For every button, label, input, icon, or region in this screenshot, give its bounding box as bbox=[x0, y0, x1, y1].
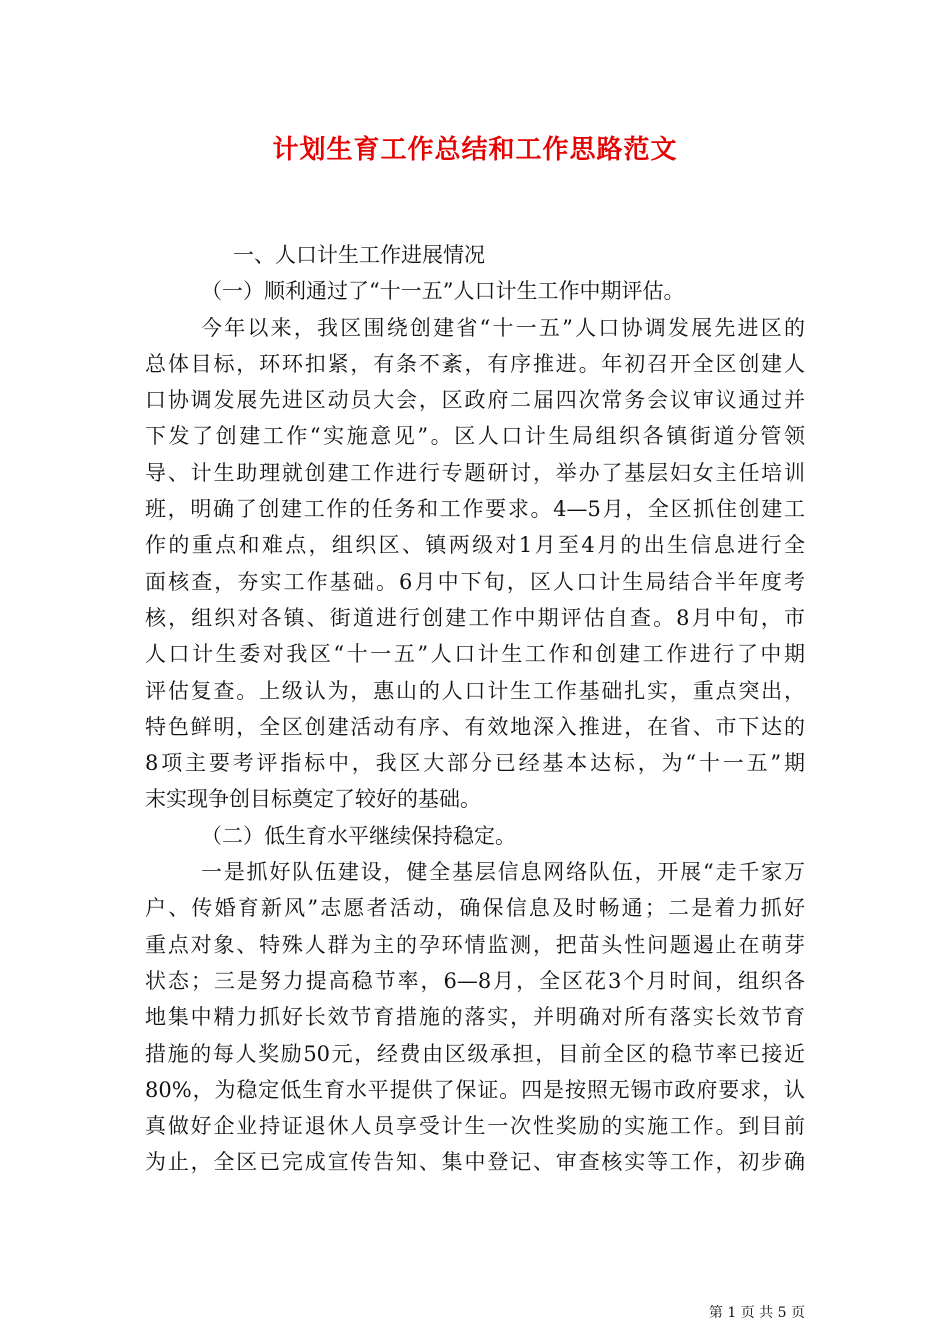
text-line: 核，组织对各镇、街道进行创建工作中期评估自查。8月中旬，市 bbox=[145, 605, 805, 630]
text-line: 措施的每人奖励50元，经费由区级承担，目前全区的稳节率已接近 bbox=[145, 1041, 805, 1066]
section-heading: 一、人口计生工作进展情况 bbox=[233, 243, 485, 267]
text-line: 状态；三是努力提高稳节率，6—8月，全区花3个月时间，组织各 bbox=[145, 968, 805, 993]
text-line: 今年以来，我区围绕创建省“十一五”人口协调发展先进区的 bbox=[201, 315, 805, 340]
text-line: 地集中精力抓好长效节育措施的落实，并明确对所有落实长效节育 bbox=[145, 1005, 805, 1030]
text-line: 面核查，夯实工作基础。6月中下旬，区人口计生局结合半年度考 bbox=[145, 569, 805, 594]
text-line: 真做好企业持证退休人员享受计生一次性奖励的实施工作。到目前 bbox=[145, 1114, 805, 1139]
document-body bbox=[145, 237, 805, 1181]
text-line: 人口计生委对我区“十一五”人口计生工作和创建工作进行了中期 bbox=[145, 642, 805, 667]
page-number: 第 1 页 共 5 页 bbox=[708, 1305, 805, 1321]
text-line: 评估复查。上级认为，惠山的人口计生工作基础扎实，重点突出， bbox=[145, 678, 805, 703]
text-line: 下发了创建工作“实施意见”。区人口计生局组织各镇街道分管领 bbox=[145, 424, 805, 449]
text-line: 户、传婚育新风”志愿者活动，确保信息及时畅通；二是着力抓好 bbox=[145, 896, 805, 921]
subsection-heading: （二）低生育水平继续保持稳定。 bbox=[201, 823, 516, 848]
text-line: 导、计生助理就创建工作进行专题研讨，举办了基层妇女主任培训 bbox=[145, 460, 805, 485]
text-line: 口协调发展先进区动员大会，区政府二届四次常务会议审议通过并 bbox=[145, 388, 805, 413]
text-line: 特色鲜明，全区创建活动有序、有效地深入推进，在省、市下达的 bbox=[145, 714, 805, 739]
text-line: 为止，全区已完成宣传告知、集中登记、审查核实等工作，初步确 bbox=[145, 1150, 805, 1175]
subsection-heading: （一）顺利通过了“十一五”人口计生工作中期评估。 bbox=[201, 279, 685, 304]
text-line: 80%，为稳定低生育水平提供了保证。四是按照无锡市政府要求，认 bbox=[145, 1077, 805, 1102]
page-title: 计划生育工作总结和工作思路范文 bbox=[272, 135, 678, 165]
text-line: 作的重点和难点，组织区、镇两级对1月至4月的出生信息进行全 bbox=[145, 533, 805, 558]
text-line: 8项主要考评指标中，我区大部分已经基本达标，为“十一五”期 bbox=[145, 751, 805, 776]
paragraph bbox=[145, 310, 805, 818]
text-line: 班，明确了创建工作的任务和工作要求。4—5月，全区抓住创建工 bbox=[145, 497, 805, 522]
paragraph bbox=[145, 854, 805, 1181]
text-line: 一是抓好队伍建设，健全基层信息网络队伍，开展“走千家万 bbox=[201, 860, 805, 885]
text-line: 总体目标，环环扣紧，有条不紊，有序推进。年初召开全区创建人 bbox=[145, 351, 805, 376]
text-line: 重点对象、特殊人群为主的孕环情监测，把苗头性问题遏止在萌芽 bbox=[145, 932, 805, 957]
text-line: 末实现争创目标奠定了较好的基础。 bbox=[145, 787, 481, 812]
